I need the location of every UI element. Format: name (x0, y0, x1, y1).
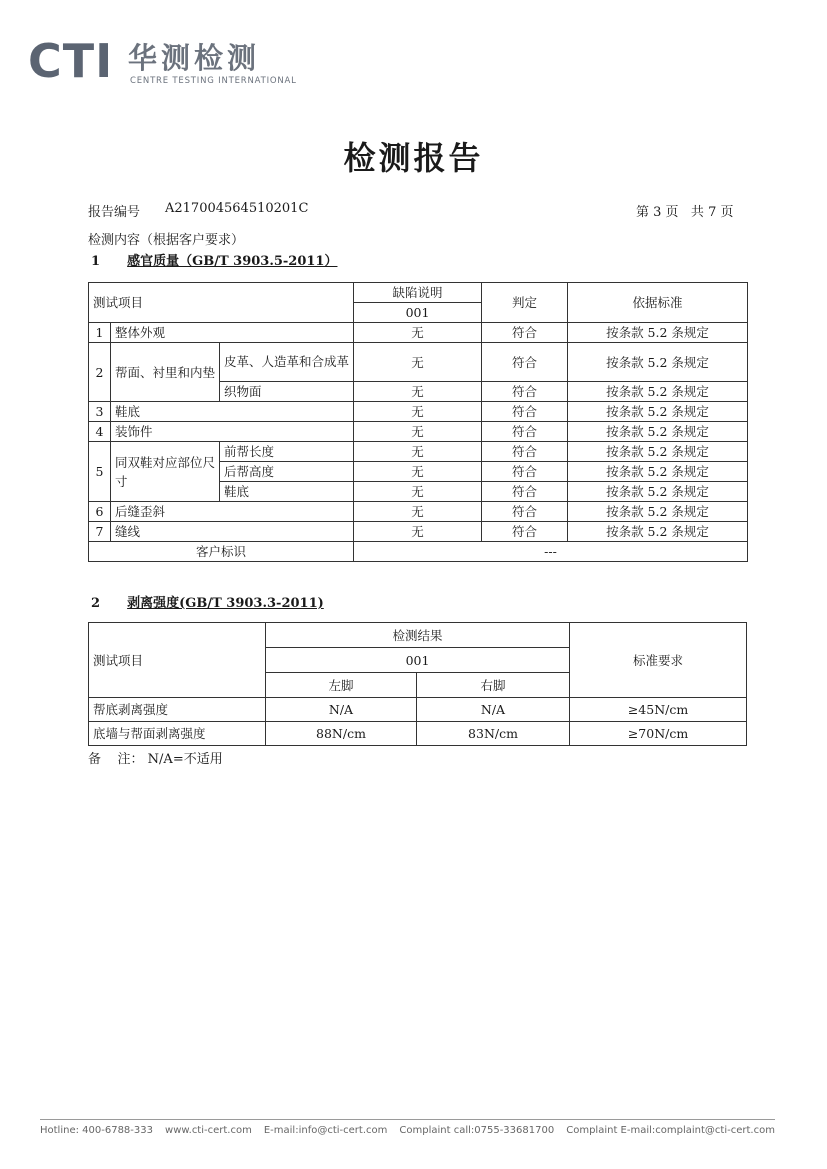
note-text: N/A=不适用 (147, 752, 223, 767)
table-row (89, 402, 748, 422)
table-row (89, 722, 747, 746)
test-sub-item: 织物面 (220, 382, 354, 402)
defect-value: 无 (354, 343, 482, 382)
header-defect-description: 缺陷说明 (354, 283, 482, 303)
test-item: 鞋底 (111, 402, 354, 422)
right-foot-value: 83N/cm (417, 722, 570, 746)
standard-value: 按条款 5.2 条规定 (568, 343, 748, 382)
table-row (89, 422, 748, 442)
row-number: 7 (89, 522, 111, 542)
standard-value: 按条款 5.2 条规定 (568, 402, 748, 422)
table-row (89, 343, 748, 382)
defect-value: 无 (354, 522, 482, 542)
row-number: 1 (89, 323, 111, 343)
footer-hotline: Hotline: 400-6788-333 (40, 1125, 153, 1136)
left-foot-value: N/A (266, 698, 417, 722)
footer-email[interactable]: E-mail:info@cti-cert.com (263, 1125, 388, 1136)
test-item: 同双鞋对应部位尺寸 (111, 442, 220, 502)
defect-value: 无 (354, 462, 482, 482)
row-number: 3 (89, 402, 111, 422)
judgement-value: 符合 (482, 343, 568, 382)
test-content-label: 检测内容（根据客户要求） (88, 233, 245, 248)
company-logo (28, 36, 298, 92)
standard-value: 按条款 5.2 条规定 (568, 382, 748, 402)
test-sub-item: 鞋底 (220, 482, 354, 502)
header-standard: 依据标准 (568, 283, 748, 323)
header-sample-no: 001 (266, 648, 570, 673)
section1-heading (91, 250, 337, 269)
judgement-value: 符合 (482, 482, 568, 502)
test-item: 底墙与帮面剥离强度 (89, 722, 266, 746)
footer-website[interactable]: www.cti-cert.com (165, 1125, 252, 1136)
standard-value: 按条款 5.2 条规定 (568, 442, 748, 462)
test-sub-item: 皮革、人造革和合成革 (220, 343, 354, 382)
right-foot-value: N/A (417, 698, 570, 722)
page-indicator: 第 3 页 共 7 页 (636, 205, 734, 220)
section1-title: 感官质量（GB/T 3903.5-2011） (127, 254, 338, 269)
defect-value: 无 (354, 422, 482, 442)
standard-value: 按条款 5.2 条规定 (568, 502, 748, 522)
header-judgement: 判定 (482, 283, 568, 323)
defect-value: 无 (354, 502, 482, 522)
test-item: 缝线 (111, 522, 354, 542)
judgement-value: 符合 (482, 462, 568, 482)
row-number: 6 (89, 502, 111, 522)
client-mark-label: 客户标识 (89, 542, 354, 562)
footer-complaint-email[interactable]: Complaint E-mail:complaint@cti-cert.com (566, 1125, 775, 1136)
section2-heading (91, 592, 324, 611)
logo-mark: CTI (28, 34, 114, 88)
footer-complaint-call: Complaint call:0755-33681700 (399, 1125, 555, 1136)
test-sub-item: 前帮长度 (220, 442, 354, 462)
requirement-value: ≥70N/cm (570, 722, 747, 746)
judgement-value: 符合 (482, 323, 568, 343)
section2-number: 2 (91, 596, 101, 611)
defect-value: 无 (354, 482, 482, 502)
judgement-value: 符合 (482, 442, 568, 462)
table-row (89, 698, 747, 722)
defect-value: 无 (354, 402, 482, 422)
test-item: 整体外观 (111, 323, 354, 343)
client-mark-row (89, 542, 748, 562)
test-item: 装饰件 (111, 422, 354, 442)
table-row (89, 522, 748, 542)
report-title: 检测报告 (343, 139, 484, 177)
logo-chinese-name: 华测检测 (128, 41, 261, 75)
test-item: 帮面、衬里和内垫 (111, 343, 220, 402)
row-number: 2 (89, 343, 111, 402)
row-number: 5 (89, 442, 111, 502)
test-sub-item: 后帮高度 (220, 462, 354, 482)
defect-value: 无 (354, 323, 482, 343)
section1-number: 1 (91, 254, 101, 269)
row-number: 4 (89, 422, 111, 442)
standard-value: 按条款 5.2 条规定 (568, 522, 748, 542)
header-right-foot: 右脚 (417, 673, 570, 698)
judgement-value: 符合 (482, 422, 568, 442)
standard-value: 按条款 5.2 条规定 (568, 422, 748, 442)
header-test-item: 测试项目 (89, 623, 266, 698)
peel-strength-table (88, 622, 747, 746)
header-left-foot: 左脚 (266, 673, 417, 698)
logo-english-name: CENTRE TESTING INTERNATIONAL (130, 76, 297, 86)
header-requirement: 标准要求 (570, 623, 747, 698)
header-test-item: 测试项目 (89, 283, 354, 323)
report-number-label: 报告编号 (88, 205, 141, 220)
table-row (89, 502, 748, 522)
left-foot-value: 88N/cm (266, 722, 417, 746)
header-sample-no: 001 (354, 303, 482, 323)
standard-value: 按条款 5.2 条规定 (568, 482, 748, 502)
note-label: 备 注： (88, 752, 144, 767)
judgement-value: 符合 (482, 522, 568, 542)
section2-title: 剥离强度(GB/T 3903.3-2011) (127, 596, 324, 611)
report-number: A217004564510201C (165, 201, 309, 216)
header-test-result: 检测结果 (266, 623, 570, 648)
sensory-quality-table (88, 282, 748, 562)
defect-value: 无 (354, 382, 482, 402)
note (88, 748, 223, 767)
standard-value: 按条款 5.2 条规定 (568, 323, 748, 343)
judgement-value: 符合 (482, 502, 568, 522)
judgement-value: 符合 (482, 402, 568, 422)
table-row (89, 323, 748, 343)
client-mark-value: --- (354, 542, 748, 562)
standard-value: 按条款 5.2 条规定 (568, 462, 748, 482)
footer-divider (40, 1119, 775, 1120)
judgement-value: 符合 (482, 382, 568, 402)
test-item: 后缝歪斜 (111, 502, 354, 522)
footer (40, 1125, 775, 1136)
table-row (89, 442, 748, 462)
test-item: 帮底剥离强度 (89, 698, 266, 722)
requirement-value: ≥45N/cm (570, 698, 747, 722)
defect-value: 无 (354, 442, 482, 462)
